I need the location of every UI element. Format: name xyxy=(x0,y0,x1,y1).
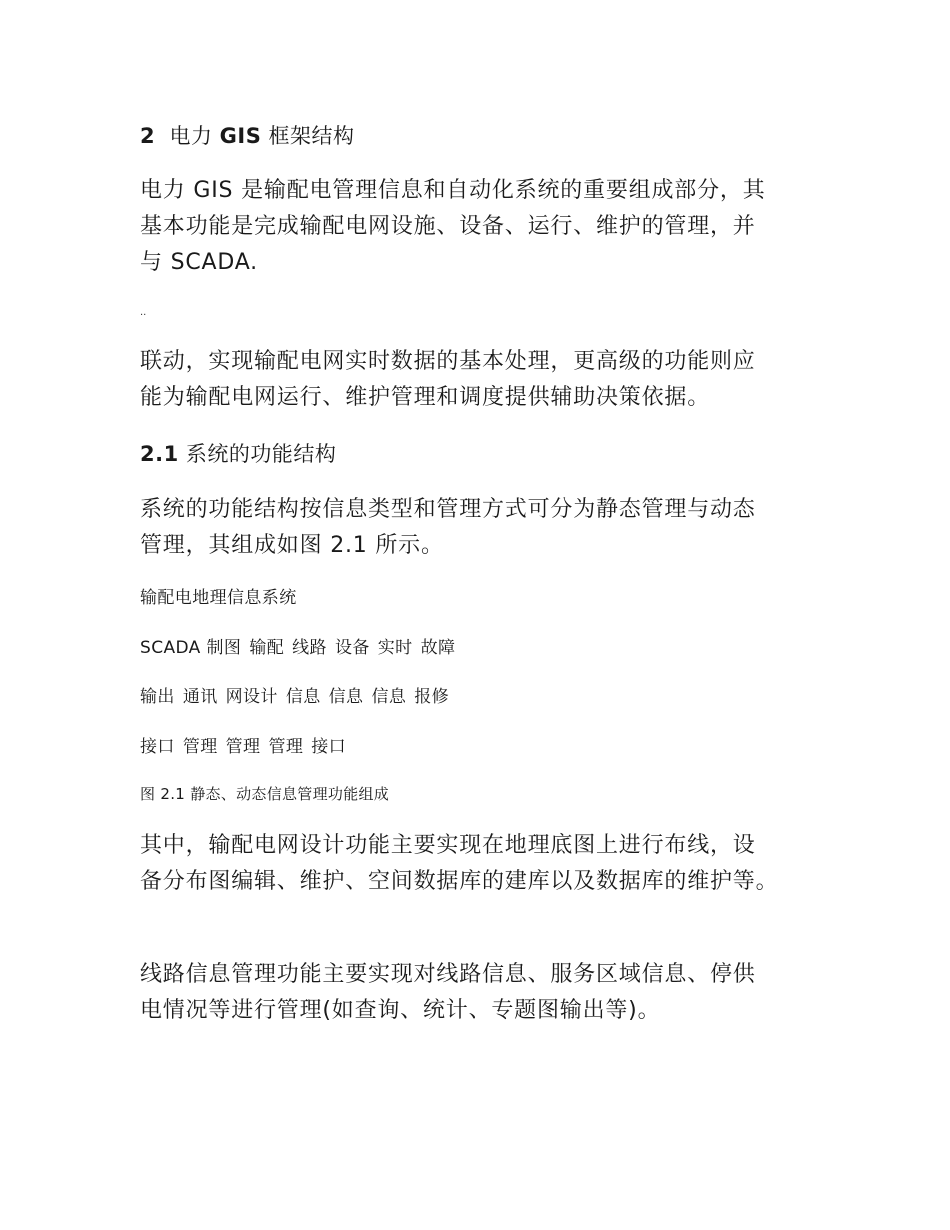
paragraph-line: 线路信息管理功能主要实现对线路信息、服务区域信息、停供 xyxy=(140,962,756,987)
section-2-title-gis: GIS xyxy=(219,124,262,148)
section-2-1-heading xyxy=(140,440,820,468)
paragraph-line: 其中，输配电网设计功能主要实现在地理底图上进行布线，设 xyxy=(140,833,756,858)
figure-cell: 管理 xyxy=(225,737,261,757)
section-2-title-post: 框架结构 xyxy=(268,124,355,148)
paragraph-line: 基本功能是完成输配电网设施、设备、运行、维护的管理，并 xyxy=(140,214,756,239)
paragraph-line: 与 SCADA. xyxy=(140,250,258,275)
paragraph-line: 能为输配电网运行、维护管理和调度提供辅助决策依据。 xyxy=(140,385,711,410)
figure-cell: 线路 xyxy=(292,638,327,658)
figure-cell: 输出 xyxy=(140,687,175,707)
figure-cell: 实时 xyxy=(377,638,413,658)
paragraph-line: 管理，其组成如图 2.1 所示。 xyxy=(140,533,444,558)
figure-row-2 xyxy=(140,686,820,708)
paragraph-line: 系统的功能结构按信息类型和管理方式可分为静态管理与动态 xyxy=(140,497,756,522)
section-2-number: 2 xyxy=(140,124,156,148)
figure-cell: 输配 xyxy=(249,638,285,658)
paragraph-4 xyxy=(140,828,820,900)
figure-row-1 xyxy=(140,637,820,659)
figure-caption: 图 2.1 静态、动态信息管理功能组成 xyxy=(140,785,390,803)
figure-cell: 通讯 xyxy=(182,687,218,707)
figure-cell: 网设计 xyxy=(225,687,278,707)
paragraph-5 xyxy=(140,957,820,1029)
figure-cell: 信息 xyxy=(371,687,407,707)
figure-cell: 信息 xyxy=(328,687,364,707)
paragraph-1 xyxy=(140,173,820,281)
figure-cell: 报修 xyxy=(414,687,450,707)
figure-row-3 xyxy=(140,736,820,758)
paragraph-line: 联动，实现输配电网实时数据的基本处理，更高级的功能则应 xyxy=(140,349,756,374)
figure-cell: 接口 xyxy=(311,737,347,757)
figure-cell: 接口 xyxy=(140,737,175,757)
section-2-heading xyxy=(140,122,820,150)
figure-cell: 故障 xyxy=(420,638,456,658)
figure-cell: 设备 xyxy=(334,638,370,658)
paragraph-2 xyxy=(140,344,820,416)
figure-title: 输配电地理信息系统 xyxy=(140,588,297,608)
section-2-1-title: 系统的功能结构 xyxy=(185,442,337,466)
paragraph-3 xyxy=(140,492,820,564)
paragraph-line: 电力 GIS 是输配电管理信息和自动化系统的重要组成部分，其 xyxy=(140,178,766,203)
figure-cell: 信息 xyxy=(285,687,321,707)
page-break-dots: .. xyxy=(140,307,147,318)
paragraph-line: 电情况等进行管理(如查询、统计、专题图输出等)。 xyxy=(140,998,661,1023)
figure-cell: 管理 xyxy=(268,737,304,757)
figure-cell: 管理 xyxy=(182,737,218,757)
section-2-1-number: 2.1 xyxy=(140,442,179,466)
figure-cell: SCADA 制图 xyxy=(140,638,242,658)
section-2-title-pre: 电力 xyxy=(169,124,213,148)
paragraph-line: 备分布图编辑、维护、空间数据库的建库以及数据库的维护等。 xyxy=(140,869,779,894)
